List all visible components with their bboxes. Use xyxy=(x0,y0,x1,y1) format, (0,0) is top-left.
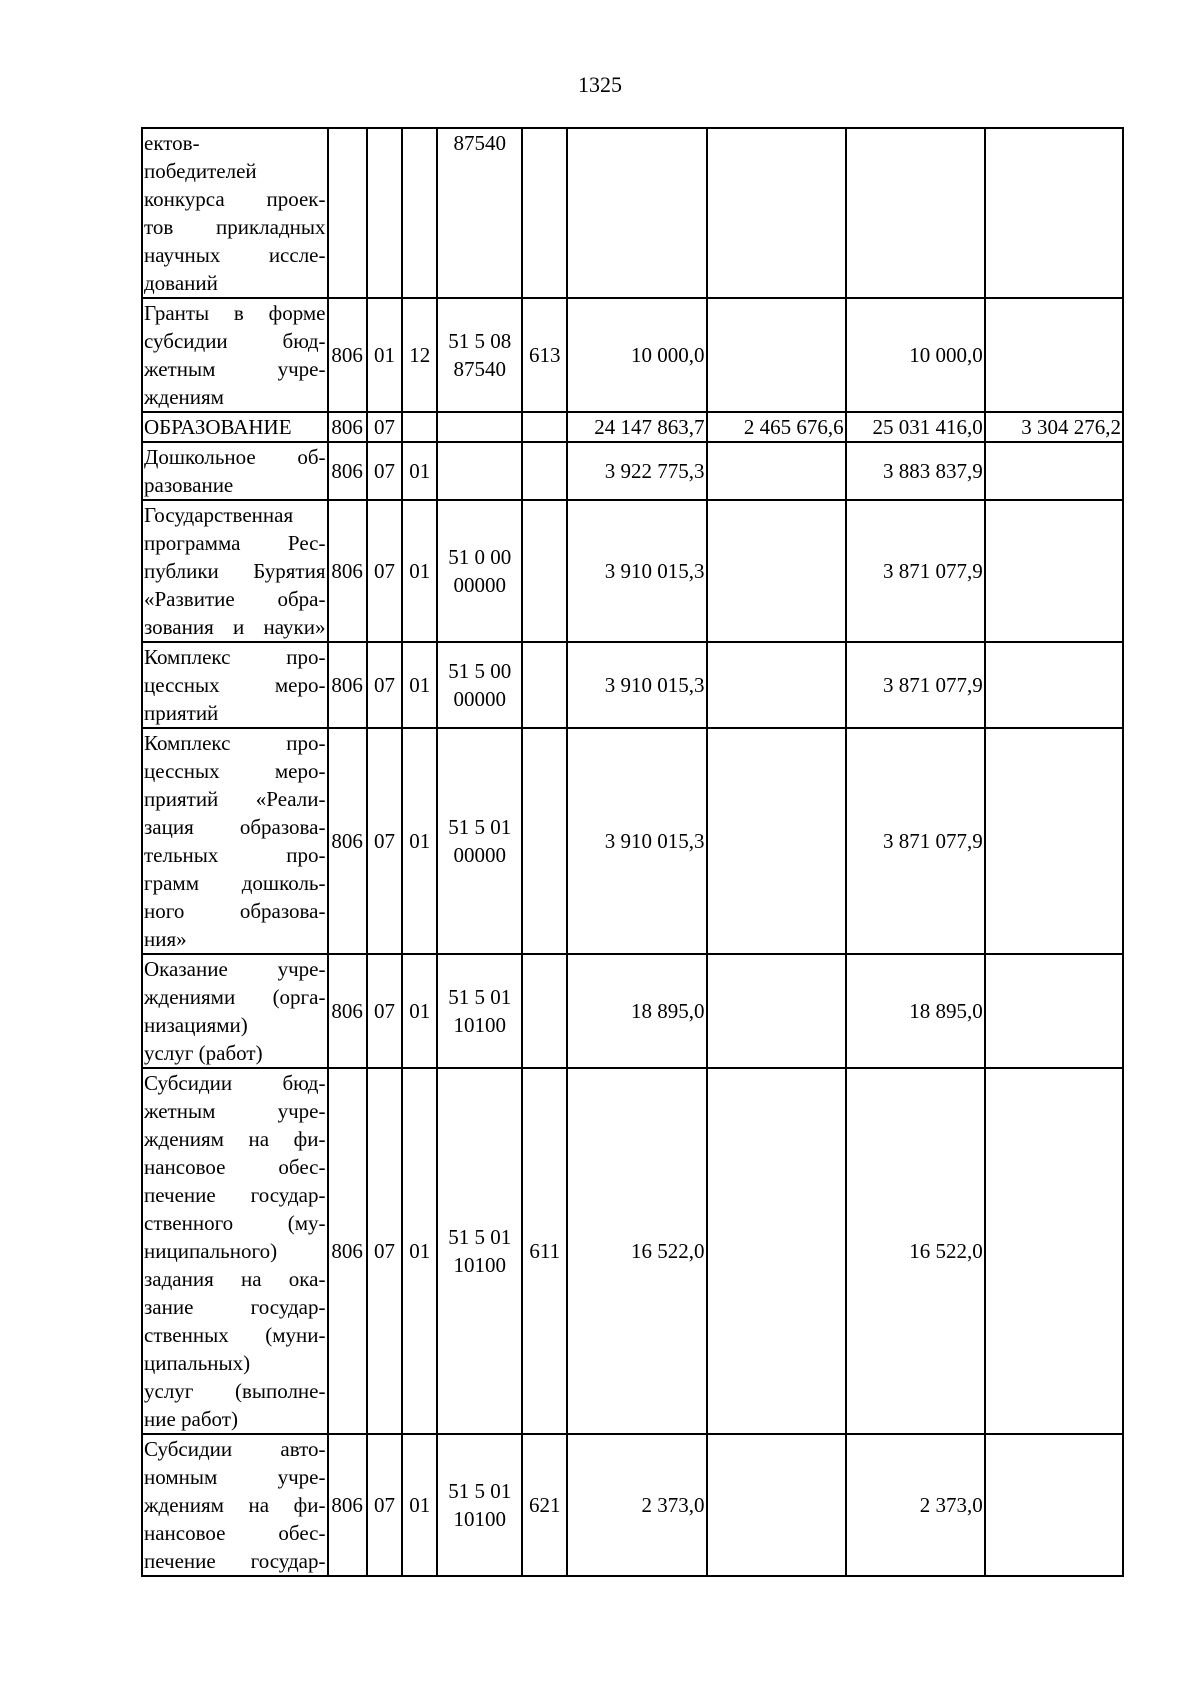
amount-cell-2: 2 465 676,6 xyxy=(707,412,846,442)
target-article-cell xyxy=(437,500,522,642)
item-name-cell xyxy=(142,954,328,1068)
table-row xyxy=(142,954,1123,1068)
amount-cell-3: 18 895,0 xyxy=(846,954,985,1068)
amount-cell-3: 3 871 077,9 xyxy=(846,728,985,954)
amount-cell-2 xyxy=(707,728,846,954)
target-article-line: 51 5 01 xyxy=(448,985,512,1009)
target-article-cell xyxy=(437,128,522,298)
ved-code-cell: 806 xyxy=(328,642,367,728)
item-name-line: номным учре- xyxy=(144,1465,326,1489)
item-name-line: программа Рес- xyxy=(144,531,326,555)
subsection-code-cell: 01 xyxy=(402,1068,437,1434)
section-code-cell: 07 xyxy=(367,954,402,1068)
item-name-line: Субсидии авто- xyxy=(144,1437,326,1461)
item-name-cell xyxy=(142,128,328,298)
expense-type-cell xyxy=(522,500,567,642)
amount-cell-2 xyxy=(707,954,846,1068)
subsection-code-cell xyxy=(402,412,437,442)
amount-cell-4: 3 304 276,2 xyxy=(985,412,1123,442)
expense-type-cell xyxy=(522,412,567,442)
target-article-line: 87540 xyxy=(453,131,506,155)
item-name-cell xyxy=(142,500,328,642)
item-name-line: тов прикладных xyxy=(144,215,326,239)
target-article-line: 87540 xyxy=(453,357,506,381)
expense-type-cell xyxy=(522,128,567,298)
target-article-cell xyxy=(437,728,522,954)
amount-cell-4 xyxy=(985,500,1123,642)
amount-cell-2 xyxy=(707,442,846,500)
item-name-line: научных иссле- xyxy=(144,243,326,267)
item-name-cell xyxy=(142,728,328,954)
amount-cell-1 xyxy=(567,128,706,298)
item-name-line: услуг (выполне- xyxy=(144,1379,326,1403)
subsection-code-cell: 01 xyxy=(402,442,437,500)
target-article-line: 51 5 01 xyxy=(448,1479,512,1503)
item-name-line: ОБРАЗОВАНИЕ xyxy=(144,415,292,439)
expense-type-cell xyxy=(522,728,567,954)
item-name-line: низациями) xyxy=(144,1013,248,1037)
item-name-line: ждениям на фи- xyxy=(144,1127,326,1151)
budget-table xyxy=(141,127,1124,1577)
item-name-line: ния» xyxy=(144,927,187,951)
amount-cell-1: 16 522,0 xyxy=(567,1068,706,1434)
table-row xyxy=(142,500,1123,642)
table-row xyxy=(142,298,1123,412)
section-code-cell: 07 xyxy=(367,1068,402,1434)
amount-cell-2 xyxy=(707,642,846,728)
target-article-line: 51 5 00 xyxy=(448,659,512,683)
subsection-code-cell: 01 xyxy=(402,954,437,1068)
item-name-line: ниципального) xyxy=(144,1239,278,1263)
page-number: 1325 xyxy=(578,72,622,97)
item-name-line: нансовое обес- xyxy=(144,1521,326,1545)
item-name-line: Комплекс про- xyxy=(144,645,326,669)
amount-cell-2 xyxy=(707,128,846,298)
section-code-cell xyxy=(367,128,402,298)
amount-cell-4 xyxy=(985,1068,1123,1434)
amount-cell-1: 24 147 863,7 xyxy=(567,412,706,442)
ved-code-cell: 806 xyxy=(328,442,367,500)
amount-cell-3 xyxy=(846,128,985,298)
subsection-code-cell: 01 xyxy=(402,728,437,954)
subsection-code-cell: 01 xyxy=(402,1434,437,1576)
target-article-line: 00000 xyxy=(453,843,506,867)
item-name-line: субсидии бюд- xyxy=(144,329,326,353)
table-row xyxy=(142,1434,1123,1576)
amount-cell-4 xyxy=(985,298,1123,412)
item-name-line: зования и науки» xyxy=(144,615,326,639)
amount-cell-1: 3 922 775,3 xyxy=(567,442,706,500)
amount-cell-1: 18 895,0 xyxy=(567,954,706,1068)
item-name-line: конкурса проек- xyxy=(144,187,326,211)
table-row xyxy=(142,1068,1123,1434)
item-name-line: ектов- xyxy=(144,131,200,155)
amount-cell-4 xyxy=(985,442,1123,500)
item-name-line: услуг (работ) xyxy=(144,1041,263,1065)
item-name-line: ние работ) xyxy=(144,1407,238,1431)
expense-type-cell xyxy=(522,442,567,500)
table-row xyxy=(142,128,1123,298)
amount-cell-3: 10 000,0 xyxy=(846,298,985,412)
section-code-cell: 07 xyxy=(367,500,402,642)
amount-cell-3: 16 522,0 xyxy=(846,1068,985,1434)
item-name-line: задания на ока- xyxy=(144,1267,326,1291)
item-name-cell xyxy=(142,298,328,412)
item-name-line: зация образова- xyxy=(144,815,326,839)
table-row xyxy=(142,412,1123,442)
subsection-code-cell xyxy=(402,128,437,298)
ved-code-cell xyxy=(328,128,367,298)
item-name-cell xyxy=(142,1068,328,1434)
target-article-cell xyxy=(437,412,522,442)
ved-code-cell: 806 xyxy=(328,500,367,642)
target-article-line: 00000 xyxy=(453,573,506,597)
table-row xyxy=(142,442,1123,500)
amount-cell-2 xyxy=(707,1434,846,1576)
target-article-cell xyxy=(437,1434,522,1576)
amount-cell-4 xyxy=(985,128,1123,298)
amount-cell-1: 3 910 015,3 xyxy=(567,642,706,728)
item-name-line: дований xyxy=(144,271,218,295)
target-article-line: 51 5 08 xyxy=(448,329,512,353)
item-name-line: зание государ- xyxy=(144,1295,326,1319)
amount-cell-3: 25 031 416,0 xyxy=(846,412,985,442)
amount-cell-3: 2 373,0 xyxy=(846,1434,985,1576)
amount-cell-4 xyxy=(985,642,1123,728)
ved-code-cell: 806 xyxy=(328,1068,367,1434)
item-name-line: победителей xyxy=(144,159,257,183)
item-name-line: ждениям xyxy=(144,385,224,409)
amount-cell-2 xyxy=(707,1068,846,1434)
item-name-line: Дошкольное об- xyxy=(144,445,326,469)
ved-code-cell: 806 xyxy=(328,954,367,1068)
target-article-cell xyxy=(437,1068,522,1434)
section-code-cell: 07 xyxy=(367,1434,402,1576)
section-code-cell: 07 xyxy=(367,642,402,728)
section-code-cell: 07 xyxy=(367,442,402,500)
ved-code-cell: 806 xyxy=(328,728,367,954)
item-name-line: цессных меро- xyxy=(144,759,326,783)
table-body xyxy=(142,128,1123,1576)
item-name-line: Субсидии бюд- xyxy=(144,1071,326,1095)
table-row xyxy=(142,642,1123,728)
item-name-line: ждениям на фи- xyxy=(144,1493,326,1517)
target-article-line: 10100 xyxy=(453,1253,506,1277)
item-name-line: тельных про- xyxy=(144,843,326,867)
item-name-line: печение государ- xyxy=(144,1183,326,1207)
subsection-code-cell: 01 xyxy=(402,642,437,728)
ved-code-cell: 806 xyxy=(328,298,367,412)
item-name-line: жетным учре- xyxy=(144,357,326,381)
item-name-line: публики Бурятия xyxy=(144,559,326,583)
item-name-line: ственного (му- xyxy=(144,1211,326,1235)
item-name-line: грамм дошколь- xyxy=(144,871,326,895)
item-name-cell xyxy=(142,1434,328,1576)
amount-cell-4 xyxy=(985,1434,1123,1576)
ved-code-cell: 806 xyxy=(328,412,367,442)
target-article-line: 10100 xyxy=(453,1507,506,1531)
target-article-line: 51 5 01 xyxy=(448,1225,512,1249)
item-name-line: нансовое обес- xyxy=(144,1155,326,1179)
amount-cell-4 xyxy=(985,728,1123,954)
target-article-cell xyxy=(437,954,522,1068)
amount-cell-3: 3 871 077,9 xyxy=(846,500,985,642)
amount-cell-2 xyxy=(707,500,846,642)
item-name-cell xyxy=(142,642,328,728)
expense-type-cell xyxy=(522,642,567,728)
item-name-line: приятий «Реали- xyxy=(144,787,326,811)
subsection-code-cell: 12 xyxy=(402,298,437,412)
ved-code-cell: 806 xyxy=(328,1434,367,1576)
table-row xyxy=(142,728,1123,954)
item-name-line: Гранты в форме xyxy=(144,301,326,325)
item-name-line: Государственная xyxy=(144,503,294,527)
item-name-line: разование xyxy=(144,473,234,497)
subsection-code-cell: 01 xyxy=(402,500,437,642)
target-article-line: 00000 xyxy=(453,687,506,711)
amount-cell-4 xyxy=(985,954,1123,1068)
amount-cell-3: 3 871 077,9 xyxy=(846,642,985,728)
item-name-cell xyxy=(142,412,328,442)
item-name-line: ственных (муни- xyxy=(144,1323,326,1347)
target-article-cell xyxy=(437,298,522,412)
target-article-line: 51 0 00 xyxy=(448,545,512,569)
item-name-line: цессных меро- xyxy=(144,673,326,697)
item-name-line: Комплекс про- xyxy=(144,731,326,755)
amount-cell-1: 10 000,0 xyxy=(567,298,706,412)
amount-cell-1: 3 910 015,3 xyxy=(567,728,706,954)
item-name-line: ждениями (орга- xyxy=(144,985,326,1009)
item-name-line: «Развитие обра- xyxy=(144,587,326,611)
item-name-line: жетным учре- xyxy=(144,1099,326,1123)
expense-type-cell: 613 xyxy=(522,298,567,412)
amount-cell-2 xyxy=(707,298,846,412)
item-name-line: ного образова- xyxy=(144,899,326,923)
target-article-cell xyxy=(437,642,522,728)
item-name-line: Оказание учре- xyxy=(144,957,326,981)
expense-type-cell: 611 xyxy=(522,1068,567,1434)
target-article-line: 51 5 01 xyxy=(448,815,512,839)
item-name-cell xyxy=(142,442,328,500)
section-code-cell: 07 xyxy=(367,728,402,954)
section-code-cell: 07 xyxy=(367,412,402,442)
item-name-line: печение государ- xyxy=(144,1549,326,1573)
amount-cell-1: 2 373,0 xyxy=(567,1434,706,1576)
target-article-cell xyxy=(437,442,522,500)
item-name-line: ципальных) xyxy=(144,1351,251,1375)
item-name-line: приятий xyxy=(144,701,219,725)
target-article-line: 10100 xyxy=(453,1013,506,1037)
expense-type-cell: 621 xyxy=(522,1434,567,1576)
expense-type-cell xyxy=(522,954,567,1068)
section-code-cell: 01 xyxy=(367,298,402,412)
amount-cell-1: 3 910 015,3 xyxy=(567,500,706,642)
amount-cell-3: 3 883 837,9 xyxy=(846,442,985,500)
